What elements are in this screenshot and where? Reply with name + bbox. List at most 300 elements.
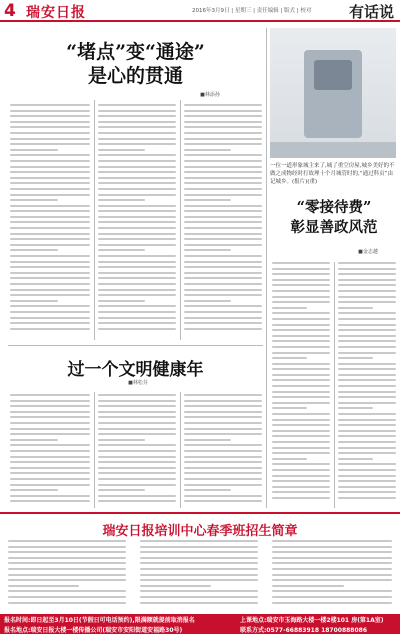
text-line [184, 194, 262, 196]
paper-logo: 瑞安日报 [26, 5, 86, 21]
text-line [272, 352, 330, 354]
text-line [338, 301, 396, 303]
text-line [140, 557, 258, 559]
text-line [272, 430, 330, 432]
text-line [184, 149, 231, 151]
text-line [272, 284, 330, 286]
section-title: 有话说 [348, 3, 394, 21]
column-divider [94, 100, 95, 340]
text-line [272, 602, 392, 604]
text-line [10, 328, 90, 330]
column-divider [334, 262, 335, 508]
text-line [272, 551, 392, 553]
text-line [8, 557, 126, 559]
text-line [272, 402, 330, 404]
text-line [184, 478, 262, 480]
text-line [272, 368, 330, 370]
text-line [10, 154, 90, 156]
text-line [338, 357, 373, 359]
text-line [272, 557, 392, 559]
column-divider [180, 392, 181, 508]
page-number: 4 [4, 1, 16, 21]
text-line [10, 416, 90, 418]
text-line [184, 277, 262, 279]
text-line [10, 194, 90, 196]
text-line [338, 284, 396, 286]
text-line [10, 210, 90, 212]
text-line [184, 110, 262, 112]
text-line [184, 467, 262, 469]
text-line [338, 413, 396, 415]
text-line [10, 177, 90, 179]
text-line [272, 568, 392, 570]
text-line [98, 495, 176, 497]
text-line [98, 244, 176, 246]
side-headline [272, 198, 396, 238]
text-line [10, 110, 90, 112]
text-line [140, 590, 258, 592]
text-line [272, 590, 392, 592]
middle-article-body-col1 [10, 394, 90, 506]
text-line [98, 154, 176, 156]
training-center-ad [0, 512, 400, 634]
text-line [98, 143, 176, 145]
text-line [10, 433, 90, 435]
text-line [338, 419, 396, 421]
text-line [184, 322, 262, 324]
text-line [272, 469, 330, 471]
text-line [98, 210, 176, 212]
text-line [140, 596, 258, 598]
text-line [184, 216, 262, 218]
text-line [184, 416, 262, 418]
text-line [184, 233, 262, 235]
text-line [8, 551, 126, 553]
text-line [8, 568, 126, 570]
news-photo [270, 28, 396, 158]
text-line [98, 199, 145, 201]
text-line [140, 540, 258, 542]
text-line [272, 413, 330, 415]
text-line [184, 188, 262, 190]
text-line [140, 551, 258, 553]
text-line [10, 472, 90, 474]
text-line [184, 199, 231, 201]
lead-article-body-col2 [98, 104, 176, 338]
text-line [98, 216, 176, 218]
text-line [10, 411, 90, 413]
lead-article-body-col3 [184, 104, 262, 338]
text-line [98, 289, 176, 291]
text-line [98, 433, 176, 435]
phone-line: 联系方式:0577-66883918 18700888086 [240, 627, 367, 634]
text-line [10, 138, 90, 140]
text-line [98, 394, 176, 396]
middle-byline: ■林松芬 [128, 380, 148, 386]
text-line [272, 574, 392, 576]
text-line [338, 352, 396, 354]
text-line [10, 484, 90, 486]
text-line [272, 385, 330, 387]
text-line [184, 317, 262, 319]
text-line [272, 435, 330, 437]
text-line [184, 227, 262, 229]
middle-article-body-col2 [98, 394, 176, 506]
text-line [184, 283, 262, 285]
ad-body-col1 [8, 540, 126, 612]
text-line [10, 461, 90, 463]
text-line [98, 238, 176, 240]
text-line [10, 227, 90, 229]
text-line [184, 439, 231, 441]
text-line [338, 497, 396, 499]
text-line [338, 312, 396, 314]
text-line [184, 166, 262, 168]
text-line [272, 458, 307, 460]
text-line [98, 322, 176, 324]
text-line [184, 132, 262, 134]
text-line [338, 424, 396, 426]
text-line [10, 199, 58, 201]
text-line [272, 424, 330, 426]
text-line [98, 110, 176, 112]
photo-caption: 一位一道形象城主来了,城了重空房屋,城乡美好的不做之成物经时打故理十个月城管时的,“通过科贡”由记城乡。(报片)(重) [270, 163, 395, 185]
section-divider [8, 345, 263, 346]
text-line [272, 546, 392, 548]
text-line [272, 340, 330, 342]
masthead [0, 0, 400, 22]
text-line [272, 329, 330, 331]
text-line [272, 279, 330, 281]
text-line [98, 411, 176, 413]
text-line [184, 255, 262, 257]
text-line [10, 216, 90, 218]
text-line [98, 428, 176, 430]
text-line [184, 294, 262, 296]
text-line [10, 289, 90, 291]
text-line [338, 486, 396, 488]
text-line [338, 402, 396, 404]
text-line [10, 317, 90, 319]
photo-ground [270, 142, 396, 158]
column-divider [94, 392, 95, 508]
text-line [272, 491, 330, 493]
text-line [338, 340, 396, 342]
text-line [98, 328, 176, 330]
text-line [184, 489, 231, 491]
text-line [184, 261, 262, 263]
text-line [98, 171, 176, 173]
text-line [98, 467, 176, 469]
register-line: 报名时间:即日起至3月10日(节假日可电话预约),限满额就提前取消报名 [4, 617, 195, 624]
text-line [10, 249, 58, 251]
text-line [272, 312, 330, 314]
text-line [184, 328, 262, 330]
text-line [338, 447, 396, 449]
text-line [272, 379, 330, 381]
text-line [98, 478, 176, 480]
text-line [272, 579, 392, 581]
text-line [98, 405, 176, 407]
text-line [10, 478, 90, 480]
side-headline-line1: “零接待费” [296, 199, 372, 216]
text-line [272, 596, 392, 598]
text-line [184, 182, 262, 184]
text-line [272, 396, 330, 398]
text-line [338, 290, 396, 292]
text-line [10, 188, 90, 190]
text-line [8, 596, 126, 598]
text-line [338, 491, 396, 493]
text-line [338, 279, 396, 281]
address-line: 报名地点:瑞安日报大楼一楼传播公司(瑞安市安阳街道安福路30号) [4, 627, 183, 634]
text-line [8, 602, 126, 604]
text-line [98, 277, 176, 279]
text-line [98, 283, 176, 285]
text-line [338, 374, 396, 376]
text-line [10, 233, 90, 235]
text-line [272, 357, 307, 359]
text-line [272, 540, 392, 542]
text-line [272, 497, 330, 499]
text-line [8, 540, 126, 542]
text-line [98, 221, 176, 223]
text-line [10, 104, 90, 106]
text-line [10, 294, 90, 296]
text-line [140, 562, 258, 564]
text-line [10, 489, 58, 491]
column-divider [266, 28, 267, 508]
text-line [98, 472, 176, 474]
text-line [98, 182, 176, 184]
text-line [10, 205, 90, 207]
text-line [140, 574, 258, 576]
text-line [98, 305, 176, 307]
text-line [98, 500, 176, 502]
text-line [184, 400, 262, 402]
text-line [184, 405, 262, 407]
text-line [338, 407, 373, 409]
text-line [272, 475, 330, 477]
text-line [140, 546, 258, 548]
text-line [338, 452, 396, 454]
text-line [272, 268, 330, 270]
text-line [10, 238, 90, 240]
text-line [98, 484, 176, 486]
text-line [338, 391, 396, 393]
text-line [338, 346, 396, 348]
text-line [10, 439, 58, 441]
lead-headline-line1: “堵点”变“通途” [66, 41, 205, 63]
text-line [10, 171, 90, 173]
text-line [272, 407, 307, 409]
text-line [98, 121, 176, 123]
text-line [8, 562, 126, 564]
text-line [272, 463, 330, 465]
ad-body-col2 [140, 540, 258, 612]
text-line [272, 318, 330, 320]
text-line [184, 444, 262, 446]
text-line [10, 272, 90, 274]
ad-body-col3 [272, 540, 392, 612]
text-line [10, 277, 90, 279]
text-line [184, 472, 262, 474]
text-line [98, 115, 176, 117]
text-line [184, 126, 262, 128]
text-line [98, 400, 176, 402]
text-line [98, 160, 176, 162]
text-line [10, 456, 90, 458]
text-line [272, 296, 330, 298]
text-line [338, 307, 373, 309]
text-line [338, 268, 396, 270]
text-line [98, 456, 176, 458]
text-line [98, 132, 176, 134]
text-line [10, 166, 90, 168]
text-line [184, 171, 262, 173]
text-line [98, 149, 145, 151]
text-line [184, 500, 262, 502]
text-line [272, 346, 330, 348]
text-line [338, 469, 396, 471]
text-line [272, 447, 330, 449]
text-line [98, 126, 176, 128]
text-line [10, 115, 90, 117]
text-line [184, 221, 262, 223]
text-line [184, 311, 262, 313]
text-line [184, 244, 262, 246]
text-line [98, 255, 176, 257]
text-line [10, 244, 90, 246]
text-line [8, 579, 126, 581]
text-line [338, 296, 396, 298]
ad-footer [0, 614, 400, 634]
text-line [98, 205, 176, 207]
text-line [184, 177, 262, 179]
text-line [338, 480, 396, 482]
text-line [272, 480, 330, 482]
column-divider [180, 100, 181, 340]
text-line [338, 318, 396, 320]
text-line [10, 500, 90, 502]
text-line [10, 300, 58, 302]
text-line [338, 435, 396, 437]
text-line [10, 322, 90, 324]
text-line [10, 266, 90, 268]
text-line [98, 227, 176, 229]
text-line [338, 385, 396, 387]
text-line [184, 289, 262, 291]
lead-byline: ■林添孙 [200, 92, 220, 98]
text-line [338, 458, 373, 460]
text-line [140, 602, 258, 604]
text-line [338, 273, 396, 275]
photo-building [304, 50, 362, 138]
text-line [98, 450, 176, 452]
text-line [98, 188, 176, 190]
text-line [184, 143, 262, 145]
text-line [184, 210, 262, 212]
text-line [272, 441, 330, 443]
text-line [338, 475, 396, 477]
text-line [10, 394, 90, 396]
text-line [10, 467, 90, 469]
text-line [98, 261, 176, 263]
text-line [8, 590, 126, 592]
text-line [98, 266, 176, 268]
side-article-body-col1 [272, 262, 330, 506]
text-line [98, 104, 176, 106]
text-line [184, 300, 231, 302]
text-line [272, 585, 344, 587]
text-line [98, 444, 176, 446]
text-line [272, 290, 330, 292]
text-line [10, 305, 90, 307]
side-headline-line2: 彰显善政风范 [290, 219, 378, 236]
text-line [10, 450, 90, 452]
text-line [184, 428, 262, 430]
text-line [338, 262, 396, 264]
text-line [184, 272, 262, 274]
text-line [8, 546, 126, 548]
text-line [10, 283, 90, 285]
text-line [184, 266, 262, 268]
text-line [338, 324, 396, 326]
text-line [98, 300, 145, 302]
text-line [272, 307, 307, 309]
text-line [10, 160, 90, 162]
text-line [272, 273, 330, 275]
text-line [98, 461, 176, 463]
text-line [338, 335, 396, 337]
text-line [338, 463, 396, 465]
text-line [272, 374, 330, 376]
text-line [184, 450, 262, 452]
text-line [10, 422, 90, 424]
ad-title: 瑞安日报培训中心春季班招生简章 [102, 524, 298, 539]
text-line [10, 143, 90, 145]
text-line [10, 182, 90, 184]
issue-line: 2016年3月9日 | 星期三 | 责任编辑 | 版式 | 校对 [192, 8, 312, 14]
text-line [184, 495, 262, 497]
text-line [184, 456, 262, 458]
text-line [140, 568, 258, 570]
text-line [272, 391, 330, 393]
text-line [10, 255, 90, 257]
text-line [98, 439, 145, 441]
text-line [338, 379, 396, 381]
text-line [10, 444, 90, 446]
text-line [10, 311, 90, 313]
middle-headline: 过一个文明健康年 [67, 360, 204, 380]
text-line [272, 301, 330, 303]
text-line [140, 585, 211, 587]
text-line [184, 461, 262, 463]
text-line [98, 489, 145, 491]
text-line [98, 294, 176, 296]
text-line [184, 238, 262, 240]
text-line [184, 422, 262, 424]
text-line [184, 205, 262, 207]
text-line [10, 261, 90, 263]
text-line [98, 138, 176, 140]
lead-headline-line2: 是心的贯通 [87, 65, 183, 87]
text-line [98, 233, 176, 235]
text-line [10, 495, 90, 497]
text-line [184, 394, 262, 396]
text-line [184, 433, 262, 435]
text-line [184, 249, 231, 251]
